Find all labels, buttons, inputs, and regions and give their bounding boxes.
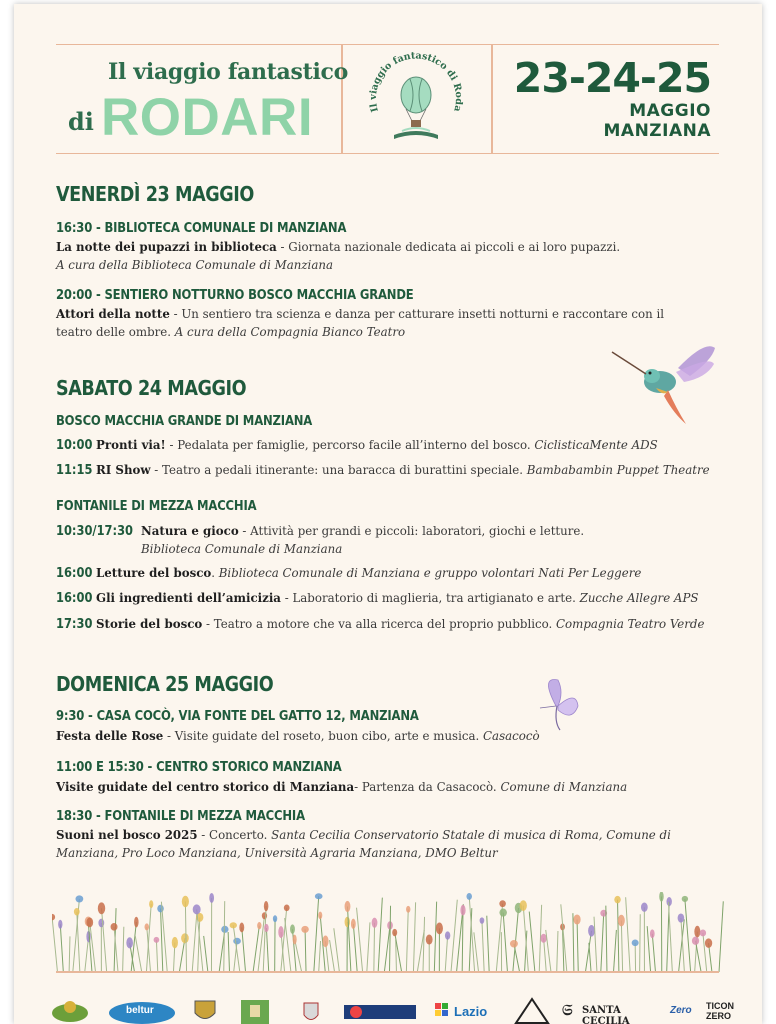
event-name: Festa delle Rose <box>56 729 164 743</box>
event-name: Suoni nel bosco 2025 <box>56 828 198 842</box>
event-text: - Laboratorio di maglieria, tra artigianato e arte. <box>280 591 580 605</box>
logo-ticonzero-text: TICON ZERO <box>706 1001 734 1021</box>
event-time: 10:00 <box>56 438 93 453</box>
location-heading: FONTANILE DI MEZZA MACCHIA <box>56 498 257 514</box>
dates-month: MAGGIO <box>629 101 711 121</box>
schedule-row <box>56 615 736 634</box>
event-name: La notte dei pupazzi in biblioteca <box>56 240 277 254</box>
logo-lazio <box>434 997 496 1024</box>
event-text: - Teatro a motore che va alla ricerca del proprio pubblico. <box>202 617 557 631</box>
logo-beltur-text: beltur <box>126 1005 154 1016</box>
event-name: RI Show <box>96 463 151 477</box>
wildflower-border <box>52 892 724 972</box>
event-text: - Giornata nazionale dedicata ai piccoli e ai loro pupazzi. <box>276 240 621 254</box>
festival-dates <box>514 55 711 141</box>
title-di: di <box>68 107 94 136</box>
event-credit: Zucche Allegre APS <box>579 591 699 605</box>
event-description <box>56 778 706 796</box>
logo-manziana <box>50 997 90 1024</box>
event-time: 16:00 <box>56 591 93 606</box>
event-credit: CiclisticaMente ADS <box>534 438 658 452</box>
logo-crest <box>190 997 220 1024</box>
event-time: 11:15 <box>56 463 93 478</box>
event-description <box>56 826 706 862</box>
event-text: - Concerto. <box>197 828 272 842</box>
event-credit: Biblioteca Comunale di Manziana e gruppo volontari Nati Per Leggere <box>218 566 642 580</box>
hummingbird-illustration <box>610 338 720 433</box>
event-name: Gli ingredienti dell’amicizia <box>96 591 281 605</box>
logo-arc-text: Il viaggio fantastico di Roda <box>367 50 465 114</box>
event-name: Natura e gioco <box>141 524 239 538</box>
logo-ticonzero <box>706 997 740 1024</box>
event-time: 10:30/17:30 <box>56 524 134 539</box>
schedule-row <box>56 522 736 558</box>
logo-regione <box>342 997 418 1024</box>
event-description <box>56 727 706 745</box>
logo-beltur <box>108 997 176 1024</box>
event-heading: 20:00 - SENTIERO NOTTURNO BOSCO MACCHIA GRANDE <box>56 287 414 303</box>
logo-comune <box>296 997 326 1024</box>
event-credit: Biblioteca Comunale di Manziana <box>141 542 343 556</box>
day-title-saturday: SABATO 24 MAGGIO <box>56 376 247 400</box>
partner-logos <box>44 997 744 1024</box>
event-name: Storie del bosco <box>96 617 203 631</box>
day-title-sunday: DOMENICA 25 MAGGIO <box>56 672 274 696</box>
event-description <box>56 305 696 341</box>
festival-logo <box>356 49 476 149</box>
title-line1: Il viaggio fantastico <box>108 59 348 85</box>
schedule-row <box>56 436 736 455</box>
schedule-row <box>56 461 736 480</box>
day-title-friday: VENERDÌ 23 MAGGIO <box>56 182 254 206</box>
event-text: - Pedalata per famiglie, percorso facile all’interno del bosco. <box>165 438 535 452</box>
event-credit: Bambabambin Puppet Theatre <box>526 463 710 477</box>
logo-zero-text: Zero <box>670 1005 692 1016</box>
event-heading: 16:30 - BIBLIOTECA COMUNALE DI MANZIANA <box>56 220 347 236</box>
schedule-row <box>56 589 736 608</box>
event-heading: 18:30 - FONTANILE DI MEZZA MACCHIA <box>56 808 305 824</box>
footer-rule <box>56 971 719 973</box>
balloon-icon <box>394 77 438 139</box>
event-time: 17:30 <box>56 617 93 632</box>
location-heading: BOSCO MACCHIA GRANDE DI MANZIANA <box>56 413 313 429</box>
logo-lazio-text: Lazio <box>454 1004 488 1019</box>
logo-moto <box>514 997 550 1024</box>
event-text: . <box>211 566 219 580</box>
event-credit: Compagnia Teatro Verde <box>556 617 705 631</box>
event-credit: Santa Cecilia Conservatorio Statale di musica di Roma, Comune di <box>271 828 671 842</box>
dates-place: MANZIANA <box>603 121 711 141</box>
poster-header <box>56 44 719 154</box>
schedule-row <box>56 564 736 583</box>
event-name: Letture del bosco <box>96 566 212 580</box>
event-text: - Partenza da Casacocò. <box>354 780 501 794</box>
poster-sheet <box>14 4 762 1024</box>
event-credit: A cura della Compagnia Bianco Teatro <box>174 325 406 339</box>
event-name: Visite guidate del centro storico di Manziana <box>56 780 355 794</box>
event-name: Attori della notte <box>56 307 170 321</box>
event-credit: Comune di Manziana <box>500 780 628 794</box>
logo-santa-cecilia-text: SANTA CECILIA <box>582 1005 630 1024</box>
title-rodari: RODARI <box>101 88 314 147</box>
event-description <box>56 238 706 274</box>
logo-santa-cecilia: 𝔖 SANTA CECILIA <box>562 997 662 1024</box>
event-text: - Attività per grandi e piccoli: laboratori, giochi e letture. <box>238 524 585 538</box>
event-credit: Casacocò <box>483 729 540 743</box>
logo-zero <box>670 997 704 1024</box>
header-divider <box>491 45 493 153</box>
event-heading: 9:30 - CASA COCÒ, VIA FONTE DEL GATTO 12, MANZIANA <box>56 708 419 724</box>
event-heading: 11:00 E 15:30 - CENTRO STORICO MANZIANA <box>56 759 342 775</box>
event-text: - Visite guidate del roseto, buon cibo, arte e musica. <box>163 729 484 743</box>
event-time: 16:00 <box>56 566 93 581</box>
event-text: - Un sentiero tra scienza e danza per catturare insetti notturni e raccontare con il teatro delle ombre. <box>56 307 665 339</box>
logo-library <box>238 997 272 1024</box>
dates-number: 23-24-25 <box>513 54 711 102</box>
event-text: - Teatro a pedali itinerante: una baracca di burattini speciale. <box>150 463 527 477</box>
event-name: Pronti via! <box>96 438 166 452</box>
event-credit: A cura della Biblioteca Comunale di Manziana <box>56 258 333 272</box>
event-credit: Manziana, Pro Loco Manziana, Università Agraria Manziana, DMO Beltur <box>56 846 498 860</box>
